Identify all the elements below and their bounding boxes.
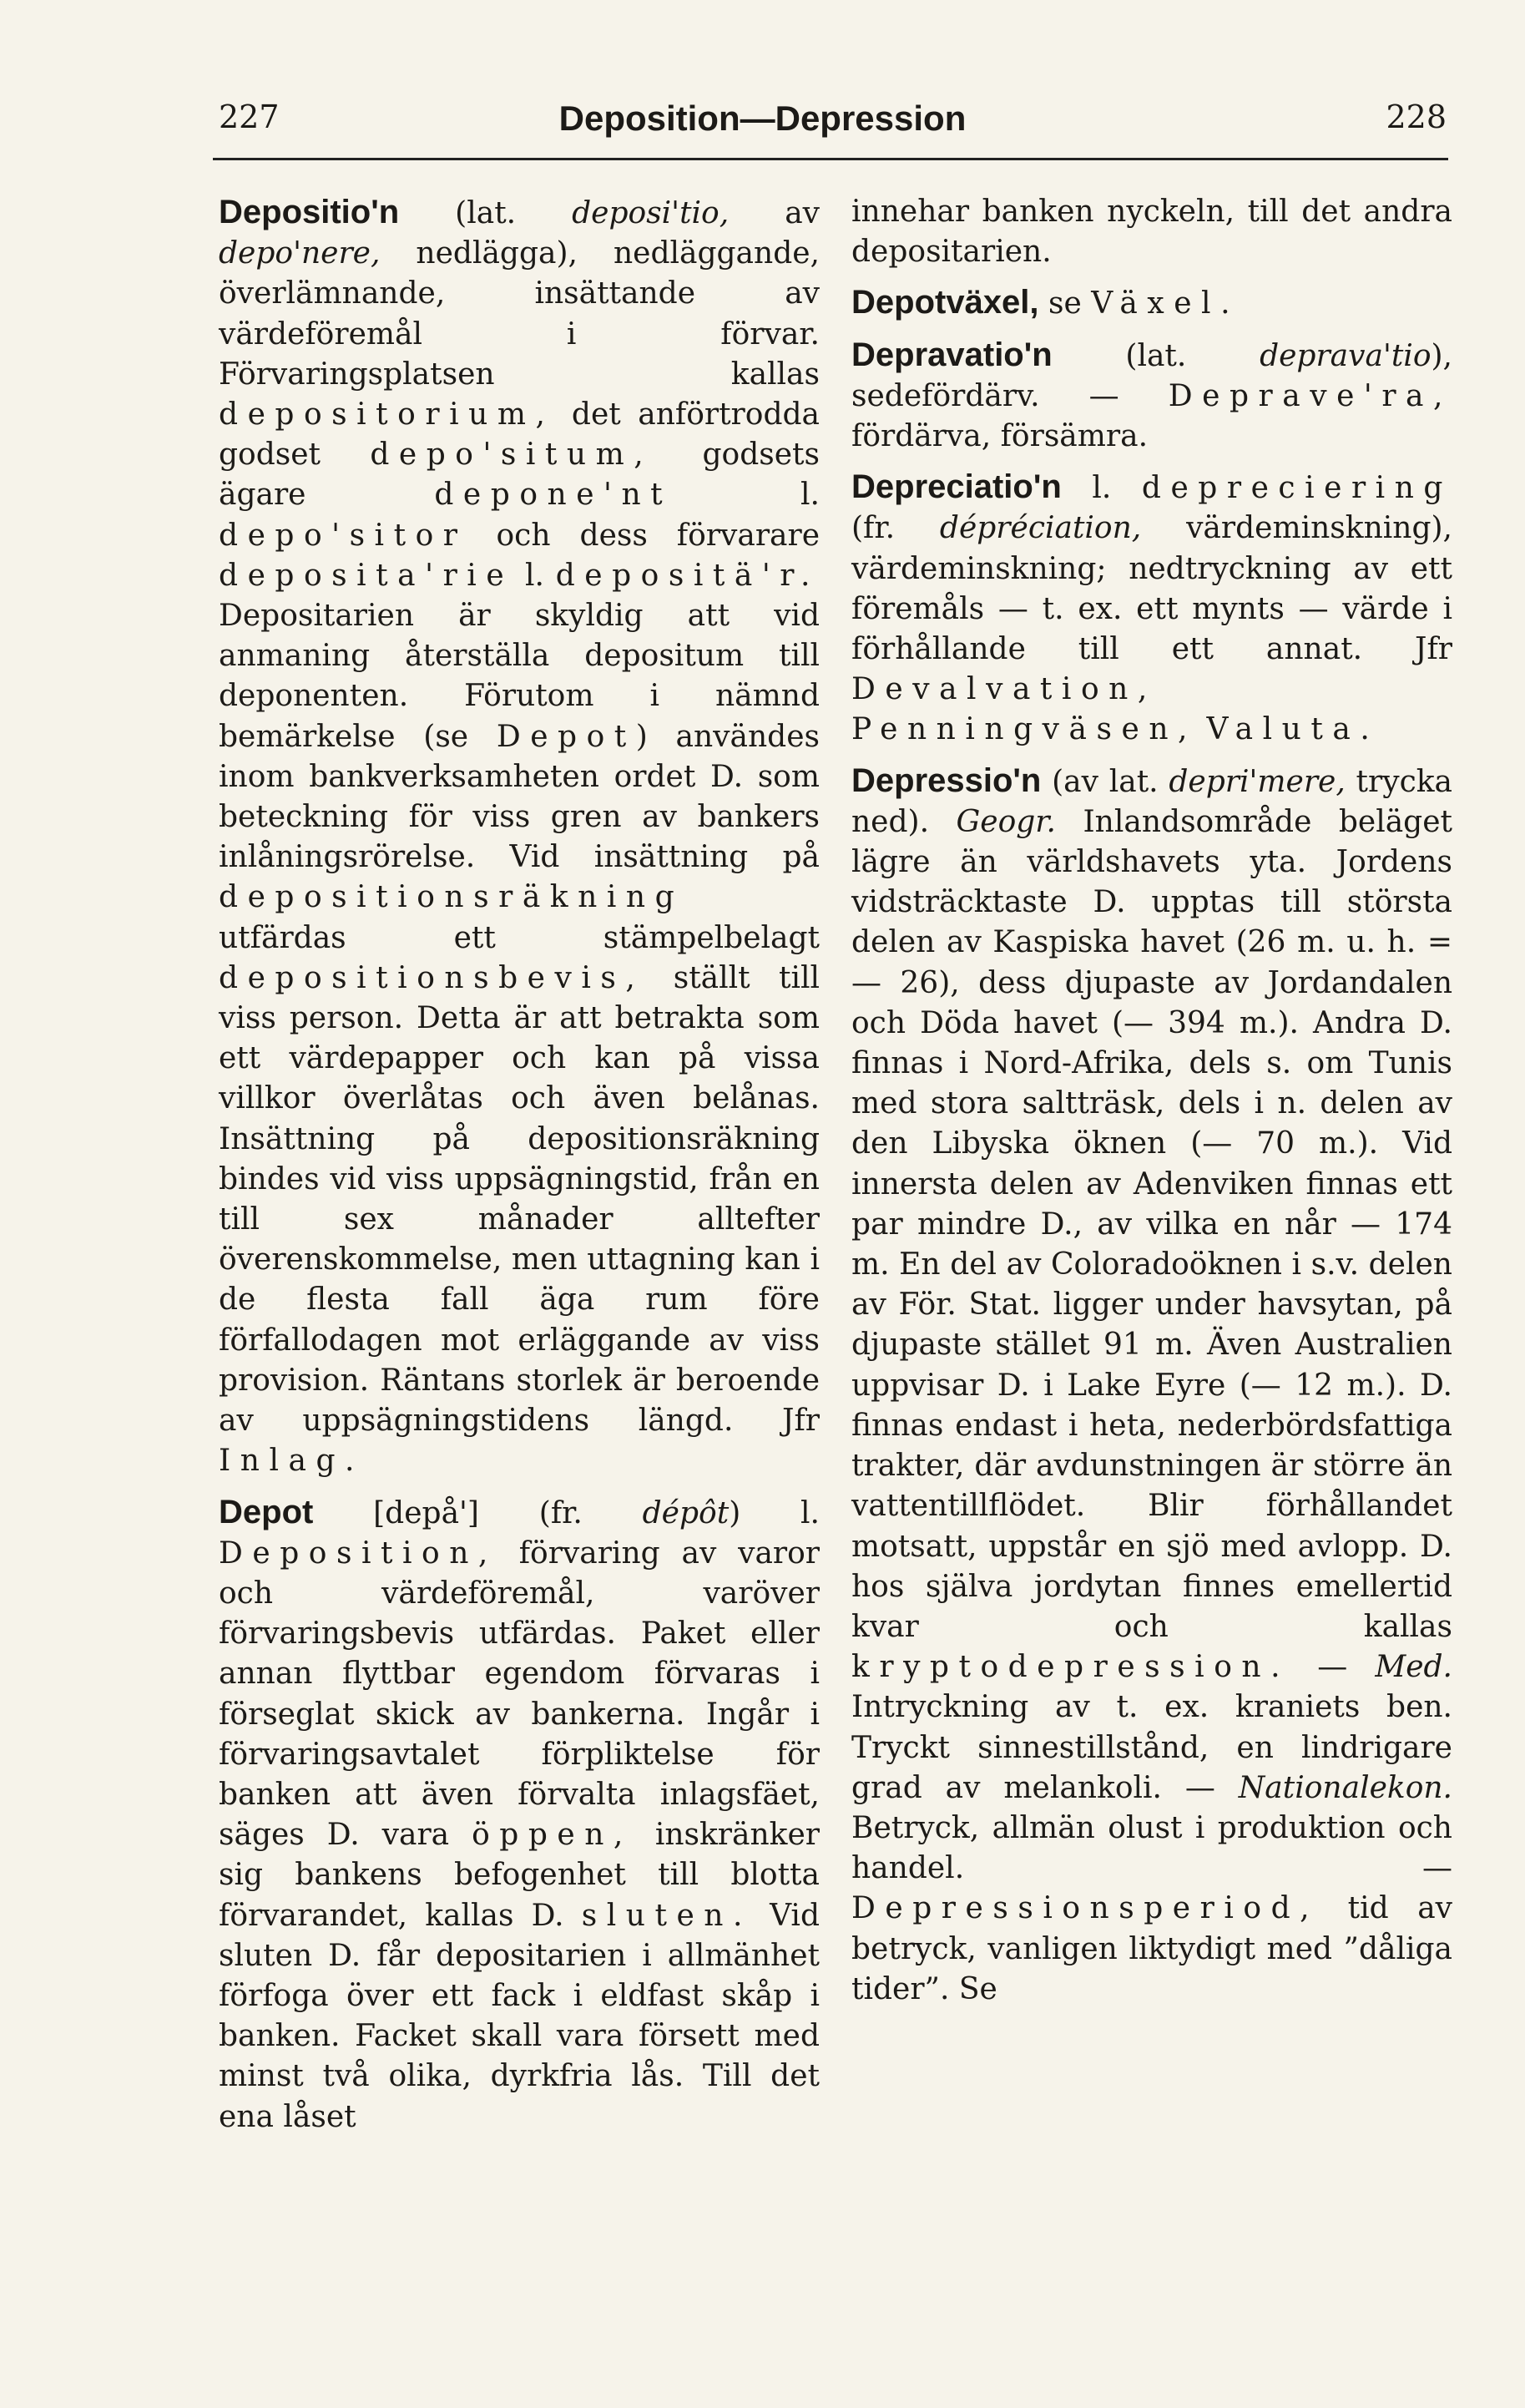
dictionary-entry	[219, 192, 820, 1482]
entry-text: l. depreciering (fr. dépréciation, värdeminskning), värdeminskning; nedtryckning av ett föremåls — t. ex. ett mynts — värde i förhållande till ett annat. Jfr Devalvation, Penningväsen, Valuta.	[851, 471, 1452, 747]
entry-text: (lat. deposi'tio, av depo'nere, nedlägga), nedläggande, överlämnande, insättande av värdeföremål i förvar. Förvaringsplatsen kallas depositorium, det anförtrodda godset depo'situm, godsets ägare depone'nt l. depo'sitor och dess förvarare deposita'rie l. depositä'r. Depositarien är skyldig att vid anmaning återställa depositum till deponenten. Förutom i nämnd bemärkelse (se Depot) användes inom bankverksamheten ordet D. som beteckning för viss gren av bankers inlåningsrörelse. Vid insättning på depositionsräkning utfärdas ett stämpelbelagt depositionsbevis, ställt till viss person. Detta är att betrakta som ett värdepapper och kan på vissa villkor överlåtas och även belånas. Insättning på depositionsräkning bindes vid viss uppsägningstid, från en till sex månader alltefter överenskommelse, men uttagning kan i de flesta fall äga rum före förfallodagen mot erläggande av viss provision. Räntans storlek är beroende av uppsägningstidens längd. Jfr Inlag.	[219, 196, 820, 1479]
dictionary-entry	[851, 335, 1452, 458]
entry-text: (av lat. depri'mere, trycka ned). Geogr. Inlandsområde beläget lägre än världshavets yta. Jordens vidsträcktaste D. upptas till största delen av Kaspiska havet (26 m. u. h. = — 26), dess djupaste av Jordandalen och Döda havet (— 394 m.). Andra D. finnas i Nord-Afrika, dels s. om Tunis med stora saltträsk, dels i n. delen av den Libyska öknen (— 70 m.). Vid innersta delen av Adenviken finnas ett par mindre D., av vilka en når — 174 m. En del av Coloradoöknen i s.v. delen av För. Stat. ligger under havsytan, på djupaste stället 91 m. Även Australien uppvisar D. i Lake Eyre (— 12 m.). D. finnas endast i heta, nederbördsfattiga trakter, där avdunstningen är större än vattentillflödet. Blir förhållandet motsatt, uppstår en sjö med avlopp. D. hos själva jordytan finnes emellertid kvar och kallas kryptodepression. — Med. Intryckning av t. ex. kraniets ben. Tryckt sinnestillstånd, en lindrigare grad av melankoli. — Nationalekon. Betryck, allmän olust i produktion och handel. — Depressionsperiod, tid av betryck, vanligen liktydigt med ”dåliga tider”. Se	[851, 764, 1453, 2006]
entry-text: (lat. deprava'tio), sedefördärv. — Deprave'ra, fördärva, försämra.	[851, 338, 1452, 454]
entry-headword: Depositio'n	[219, 194, 400, 230]
entry-text: se Växel.	[1038, 286, 1240, 321]
running-head: Deposition—Depression	[558, 99, 967, 138]
entry-headword: Depreciatio'n	[851, 468, 1062, 506]
page-number-left: 227	[219, 99, 280, 135]
entry-text: [depå'] (fr. dépôt) l. Deposition, förvaring av varor och värdeföremål, varöver förvaringsbevis utfärdas. Paket eller annan flyttbar egendom förvaras i förseglat skick av bankerna. Ingår i förvaringsavtalet förpliktelse för banken att även förvalta inlagsfäet, säges D. vara öppen, inskränker sig bankens befogenhet till blotta förvarandet, kallas D. sluten. Vid sluten D. får depositarien i allmänhet förfoga över ett fack i eldfast skåp i banken. Facket skall vara försett med minst två olika, dyrkfria lås. Till det ena låset	[219, 1495, 820, 2134]
left-column	[219, 192, 820, 2137]
dictionary-entry	[851, 761, 1452, 2010]
entry-headword: Depravatio'n	[851, 336, 1053, 373]
dictionary-entry	[851, 282, 1452, 324]
header-rule	[213, 158, 1448, 160]
entry-headword: Depotväxel,	[851, 284, 1039, 321]
dictionary-entry	[851, 467, 1452, 750]
entry-headword: Depressio'n	[851, 761, 1042, 799]
page-number-right: 228	[1386, 99, 1447, 135]
entry-text: innehar banken nyckeln, till det andra depositarien.	[851, 195, 1452, 270]
right-column	[851, 192, 1452, 2010]
dictionary-entry	[851, 192, 1452, 272]
dictionary-entry	[219, 1492, 820, 2137]
entry-headword: Depot	[219, 1493, 314, 1530]
